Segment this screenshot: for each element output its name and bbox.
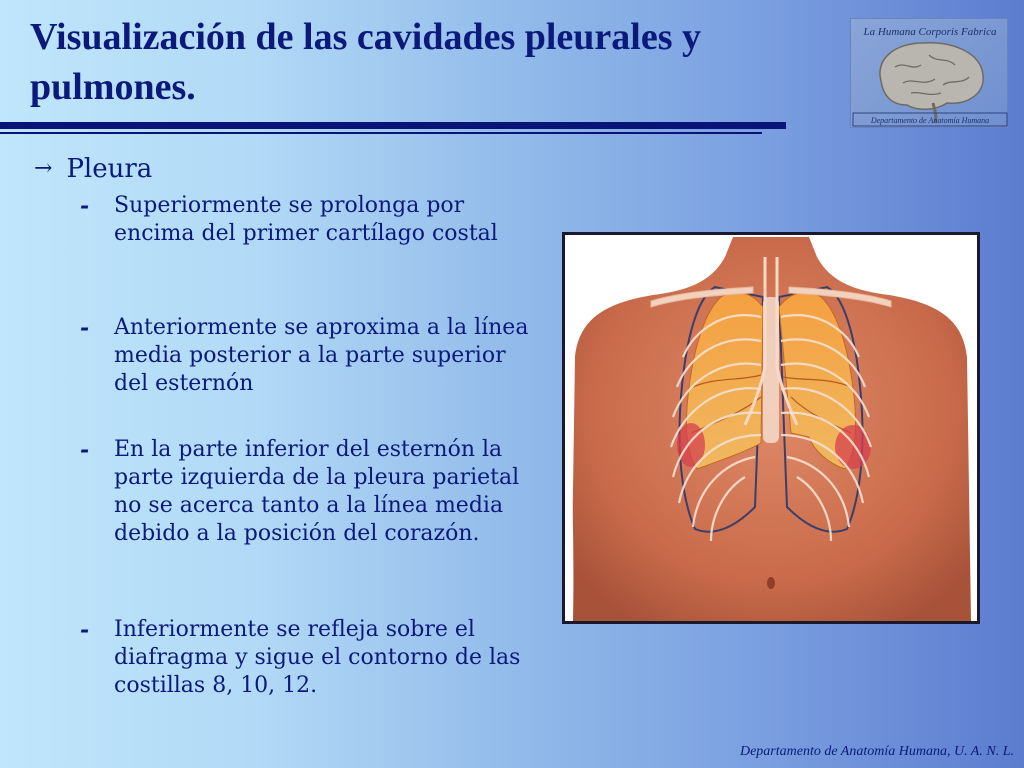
- dash-icon: -: [80, 617, 90, 643]
- thorax-illustration: [565, 237, 977, 621]
- navel: [767, 577, 775, 589]
- slide-title: Visualización de las cavidades pleurales y pulmones.: [30, 16, 702, 108]
- right-arrow-icon: →: [34, 156, 53, 181]
- svg-text:La Humana Corporis Fabrica: La Humana Corporis Fabrica: [863, 26, 997, 38]
- sub-bullet-text: Anteriormente se aproxima a la línea media posterior a la parte superior del esternón: [114, 315, 529, 396]
- brain-icon: [880, 43, 983, 123]
- sub-bullet: [80, 616, 530, 700]
- dash-icon: -: [80, 437, 90, 463]
- department-logo: [850, 18, 1008, 128]
- bullet-pleura: [34, 154, 152, 184]
- sub-bullet: [80, 436, 530, 548]
- sub-bullet-text: Superiormente se prolonga por encima del primer cartílago costal: [114, 193, 498, 246]
- footer-credit: Departamento de Anatomía Humana, U. A. N. L.: [739, 744, 1014, 759]
- sub-bullet: [80, 314, 530, 398]
- title-divider-thick: [0, 122, 786, 129]
- svg-text:Departamento de Anatomía Human: Departamento de Anatomía Humana: [870, 116, 990, 125]
- bullet-pleura-label: Pleura: [66, 154, 153, 184]
- sub-bullet-text: Inferiormente se refleja sobre el diafragma y sigue el contorno de las costillas 8, 10, 12.: [114, 617, 521, 698]
- sub-bullet-text: En la parte inferior del esternón la parte izquierda de la pleura parietal no se acerca tanto a la línea media debido a la posición del corazón.: [114, 437, 520, 546]
- sternum: [763, 297, 779, 443]
- dash-icon: -: [80, 315, 90, 341]
- title-divider-thin: [0, 132, 762, 134]
- dash-icon: -: [80, 193, 90, 219]
- sub-bullet: [80, 192, 530, 248]
